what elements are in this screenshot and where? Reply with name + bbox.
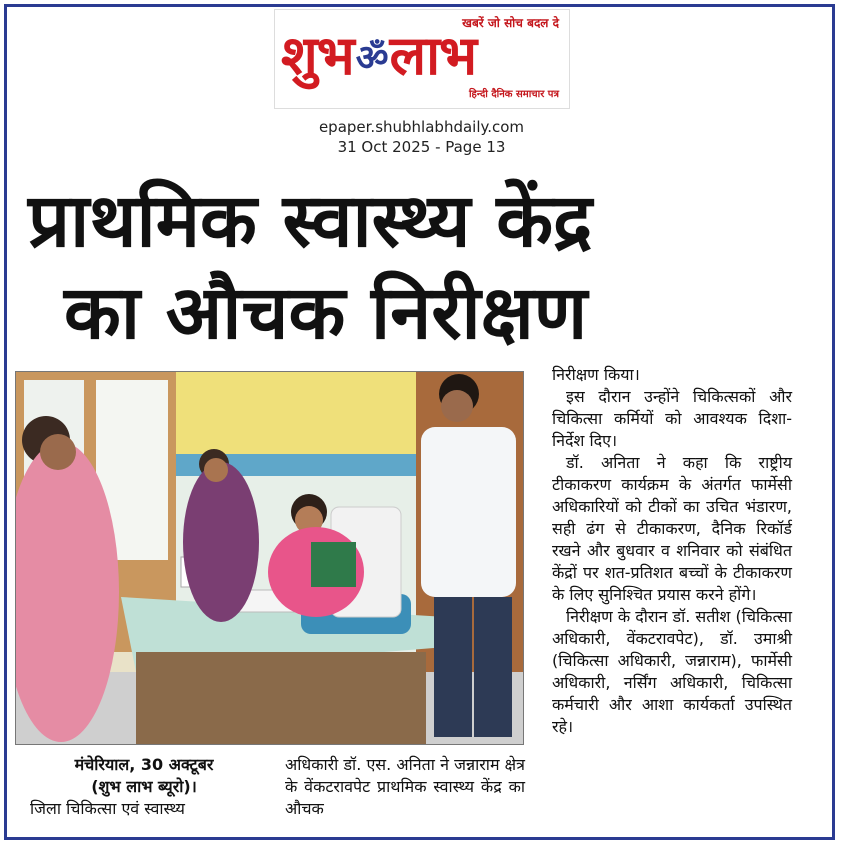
headline-line-2: का औचक निरीक्षण: [64, 270, 588, 356]
epaper-url[interactable]: epaper.shubhlabhdaily.com: [318, 118, 525, 136]
masthead-subtitle: हिन्दी दैनिक समाचार पत्र: [468, 89, 559, 100]
article-text-col1: जिला चिकित्सा एवं स्वास्थ्य: [30, 799, 185, 818]
logo-word-left: शुभ: [281, 24, 354, 87]
logo-word-right: लाभ: [389, 24, 477, 87]
article-byline: (शुभ लाभ ब्यूरो)।: [91, 777, 197, 796]
article-text-col2: अधिकारी डॉ. एस. अनिता ने जन्नाराम क्षेत्र के वेंकटरावपेट प्राथमिक स्वास्थ्य केंद्र का औचक: [285, 755, 525, 818]
masthead-tagline: खबरें जो सोच बदल दे: [462, 16, 559, 30]
ganesh-icon: ॐ: [355, 38, 388, 80]
masthead-logo: [274, 9, 570, 109]
masthead-title: [281, 26, 476, 89]
article-paragraph-4: निरीक्षण के दौरान डॉ. सतीश (चिकित्सा अधिकारी, वेंकटरावपेट), डॉ. उमाश्री (चिकित्सा अधिकारी, जन्नाराम), फार्मेसी अधिकारी, नर्सिंग अधिकारी, चिकित्सा कर्मचारी और आशा कार्यकर्ता उपस्थित रहे।: [552, 607, 792, 736]
issue-date-page: 31 Oct 2025 - Page 13: [337, 138, 506, 156]
article-paragraph-2: इस दौरान उन्होंने चिकित्सकों और चिकित्सा कर्मियों को आवश्यक दिशा-निर्देश दिए।: [552, 387, 792, 450]
article-column-2: [285, 754, 525, 820]
article-paragraph-3: डॉ. अनिता ने कहा कि राष्ट्रीय टीकाकरण कार्यक्रम के अंतर्गत फार्मेसी अधिकारियों को टीकों का उचित भंडारण, सही ढंग से टीकाकरण, दैनिक रिकॉर्ड रखने और बुधवार व शनिवार को संबंधित केंद्रों पर शत-प्रतिशत बच्चों के टीकाकरण के लिए सुनिश्चित प्रयास करने होंगे।: [552, 453, 792, 604]
headline-line-1: प्राथमिक स्वास्थ्य केंद्र: [28, 178, 593, 264]
article-column-1: [30, 754, 258, 820]
news-photo: [15, 371, 524, 745]
article-paragraph-1: निरीक्षण किया।: [552, 365, 640, 384]
article-dateline: मंचेरियाल, 30 अक्टूबर: [74, 755, 214, 774]
article-column-3: [552, 364, 792, 738]
